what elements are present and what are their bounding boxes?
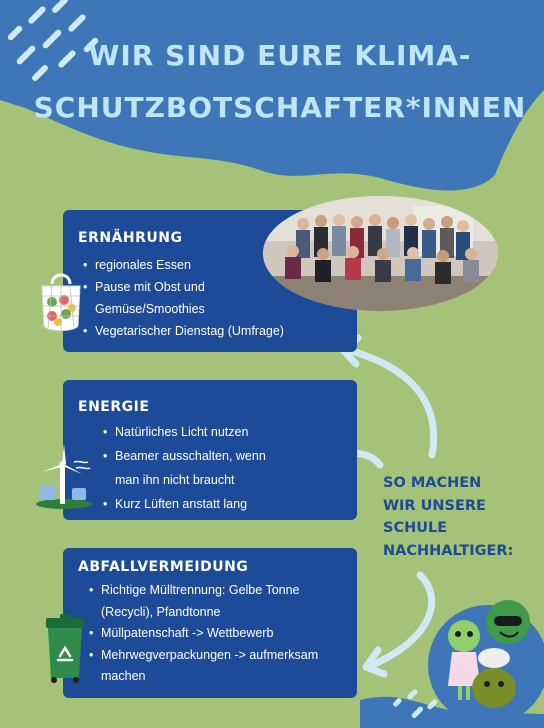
card-energie (63, 380, 357, 520)
wind-turbine-icon (34, 442, 94, 510)
list-item: • Beamer ausschalten, wenn (103, 444, 353, 468)
list-item: • regionales Essen (83, 254, 353, 276)
title-line-2: SCHUTZBOTSCHAFTER*INNEN (33, 91, 527, 124)
title-line-1: WIR SIND EURE KLIMA- (88, 39, 472, 72)
list-item: man ihn nicht braucht (115, 473, 235, 487)
motto-text (383, 472, 513, 562)
card-heading: ERNÄHRUNG (78, 230, 183, 246)
list-item: (Recycli), Pfandtonne (101, 604, 221, 619)
list-item: • Vegetarischer Dienstag (Umfrage) (83, 320, 353, 342)
list-item: • Richtige Mülltrennung: Gelbe Tonne (89, 580, 354, 602)
card-abfallvermeidung (63, 548, 357, 698)
poster-title (30, 30, 530, 134)
motto-line: SCHULE (383, 520, 448, 536)
card-heading: ENERGIE (78, 399, 150, 415)
list-item: • Pause mit Obst und (83, 276, 353, 298)
motto-line: NACHHALTIGER: (383, 542, 514, 559)
list-item: • Mehrwegverpackungen -> aufmerksam (89, 645, 354, 667)
motto-line: SO MACHEN (383, 475, 482, 491)
list-item: Gemüse/Smoothies (95, 302, 205, 316)
list-item: • Natürliches Licht nutzen (103, 420, 353, 444)
list-item: • Müllpatenschaft -> Wettbewerb (89, 623, 354, 645)
group-photo (263, 196, 498, 311)
list-item: • Kurz Lüften anstatt lang (103, 492, 353, 516)
motto-line: WIR UNSERE (383, 497, 486, 514)
mesh-bag-icon (36, 268, 86, 334)
list-item: machen (101, 669, 146, 683)
bullet-list (89, 580, 354, 688)
card-heading: ABFALLVERMEIDUNG (78, 559, 249, 575)
mascot-characters (430, 596, 542, 716)
bullet-list (103, 420, 353, 516)
recycle-bin-icon (42, 614, 88, 684)
